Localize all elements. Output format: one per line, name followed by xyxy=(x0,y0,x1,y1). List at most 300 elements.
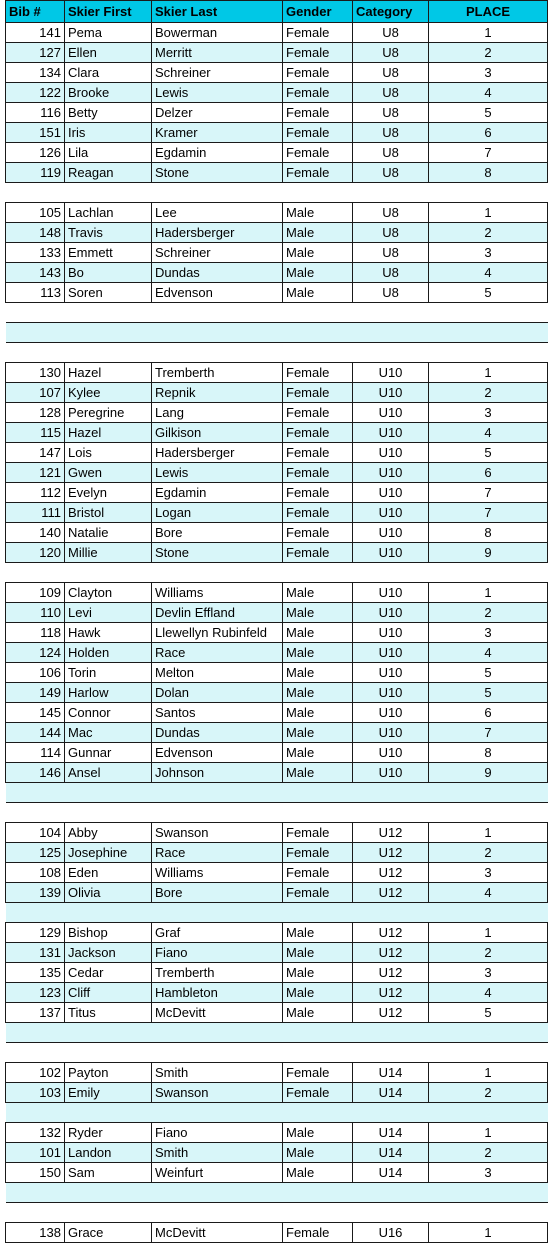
place-cell[interactable]: 2 xyxy=(429,1143,548,1163)
category-cell[interactable]: U16 xyxy=(353,1223,429,1243)
first-name-cell[interactable]: Lila xyxy=(65,143,152,163)
category-cell[interactable]: U8 xyxy=(353,83,429,103)
last-name-cell[interactable]: Weinfurt xyxy=(152,1163,283,1183)
bib-cell[interactable]: 108 xyxy=(6,863,65,883)
place-cell[interactable]: 1 xyxy=(429,363,548,383)
place-cell[interactable]: 8 xyxy=(429,163,548,183)
place-cell[interactable]: 5 xyxy=(429,443,548,463)
last-name-cell[interactable]: Dundas xyxy=(152,723,283,743)
bib-cell[interactable]: 150 xyxy=(6,1163,65,1183)
bib-cell[interactable]: 106 xyxy=(6,663,65,683)
table-row xyxy=(6,43,548,63)
place-cell[interactable]: 1 xyxy=(429,1223,548,1243)
gender-cell[interactable]: Female xyxy=(283,363,353,383)
last-name-cell[interactable]: Repnik xyxy=(152,383,283,403)
category-cell[interactable]: U12 xyxy=(353,983,429,1003)
last-name-cell[interactable]: Edvenson xyxy=(152,283,283,303)
gender-cell[interactable]: Male xyxy=(283,1163,353,1183)
first-name-cell[interactable]: Travis xyxy=(65,223,152,243)
bib-cell[interactable]: 118 xyxy=(6,623,65,643)
category-cell[interactable]: U12 xyxy=(353,883,429,903)
bib-cell[interactable]: 115 xyxy=(6,423,65,443)
bib-cell[interactable]: 134 xyxy=(6,63,65,83)
first-name-cell[interactable]: Hazel xyxy=(65,423,152,443)
spacer-cell xyxy=(429,1043,548,1063)
first-name-cell[interactable]: Lois xyxy=(65,443,152,463)
bib-cell[interactable]: 146 xyxy=(6,763,65,783)
place-cell[interactable]: 4 xyxy=(429,983,548,1003)
category-cell[interactable]: U10 xyxy=(353,763,429,783)
last-name-cell[interactable]: Edvenson xyxy=(152,743,283,763)
gender-cell[interactable]: Female xyxy=(283,443,353,463)
gender-cell[interactable]: Female xyxy=(283,483,353,503)
last-name-cell[interactable]: Dolan xyxy=(152,683,283,703)
first-name-cell[interactable]: Cliff xyxy=(65,983,152,1003)
first-name-cell[interactable]: Holden xyxy=(65,643,152,663)
bib-cell[interactable]: 137 xyxy=(6,1003,65,1023)
first-name-cell[interactable]: Clara xyxy=(65,63,152,83)
category-cell[interactable]: U10 xyxy=(353,623,429,643)
category-cell[interactable]: U10 xyxy=(353,403,429,423)
gender-cell[interactable]: Female xyxy=(283,423,353,443)
place-cell[interactable]: 7 xyxy=(429,723,548,743)
first-name-cell[interactable]: Torin xyxy=(65,663,152,683)
category-cell[interactable]: U8 xyxy=(353,163,429,183)
gender-cell[interactable]: Male xyxy=(283,963,353,983)
first-name-cell[interactable]: Payton xyxy=(65,1063,152,1083)
gender-cell[interactable]: Female xyxy=(283,23,353,43)
last-name-cell[interactable]: Logan xyxy=(152,503,283,523)
gender-cell[interactable]: Female xyxy=(283,383,353,403)
last-name-cell[interactable]: Tremberth xyxy=(152,963,283,983)
last-name-cell[interactable]: Melton xyxy=(152,663,283,683)
place-cell[interactable]: 2 xyxy=(429,43,548,63)
last-name-cell[interactable]: Williams xyxy=(152,583,283,603)
category-cell[interactable]: U10 xyxy=(353,683,429,703)
place-cell[interactable]: 9 xyxy=(429,763,548,783)
first-name-cell[interactable]: Grace xyxy=(65,1223,152,1243)
bib-cell[interactable]: 127 xyxy=(6,43,65,63)
bib-cell[interactable]: 151 xyxy=(6,123,65,143)
category-cell[interactable]: U8 xyxy=(353,243,429,263)
last-name-cell[interactable]: Fiano xyxy=(152,943,283,963)
first-name-cell[interactable]: Hazel xyxy=(65,363,152,383)
bib-cell[interactable]: 116 xyxy=(6,103,65,123)
category-cell[interactable]: U12 xyxy=(353,943,429,963)
bib-cell[interactable]: 125 xyxy=(6,843,65,863)
first-name-cell[interactable]: Gunnar xyxy=(65,743,152,763)
last-name-cell[interactable]: Stone xyxy=(152,543,283,563)
first-name-cell[interactable]: Jackson xyxy=(65,943,152,963)
bib-cell[interactable]: 119 xyxy=(6,163,65,183)
gender-cell[interactable]: Female xyxy=(283,1223,353,1243)
last-name-cell[interactable]: Dundas xyxy=(152,263,283,283)
last-name-cell[interactable]: Hadersberger xyxy=(152,223,283,243)
gender-cell[interactable]: Male xyxy=(283,743,353,763)
gender-cell[interactable]: Male xyxy=(283,643,353,663)
bib-cell[interactable]: 120 xyxy=(6,543,65,563)
category-cell[interactable]: U14 xyxy=(353,1083,429,1103)
category-cell[interactable]: U10 xyxy=(353,423,429,443)
gender-cell[interactable]: Female xyxy=(283,823,353,843)
last-name-cell[interactable]: Schreiner xyxy=(152,243,283,263)
category-cell[interactable]: U10 xyxy=(353,643,429,663)
bib-cell[interactable]: 147 xyxy=(6,443,65,463)
gender-cell[interactable]: Male xyxy=(283,1003,353,1023)
category-cell[interactable]: U12 xyxy=(353,823,429,843)
spacer-row xyxy=(6,1183,548,1203)
gender-cell[interactable]: Female xyxy=(283,843,353,863)
bib-cell[interactable]: 109 xyxy=(6,583,65,603)
last-name-cell[interactable]: Smith xyxy=(152,1143,283,1163)
category-cell[interactable]: U8 xyxy=(353,103,429,123)
first-name-cell[interactable]: Natalie xyxy=(65,523,152,543)
place-cell[interactable]: 8 xyxy=(429,523,548,543)
gender-cell[interactable]: Male xyxy=(283,923,353,943)
gender-cell[interactable]: Male xyxy=(283,943,353,963)
gender-cell[interactable]: Female xyxy=(283,43,353,63)
place-cell[interactable]: 7 xyxy=(429,503,548,523)
last-name-cell[interactable]: Tremberth xyxy=(152,363,283,383)
first-name-cell[interactable]: Abby xyxy=(65,823,152,843)
first-name-cell[interactable]: Emmett xyxy=(65,243,152,263)
place-cell[interactable]: 1 xyxy=(429,1063,548,1083)
last-name-cell[interactable]: Swanson xyxy=(152,823,283,843)
last-name-cell[interactable]: Lang xyxy=(152,403,283,423)
place-cell[interactable]: 4 xyxy=(429,423,548,443)
first-name-cell[interactable]: Sam xyxy=(65,1163,152,1183)
first-name-cell[interactable]: Betty xyxy=(65,103,152,123)
last-name-cell[interactable]: Bowerman xyxy=(152,23,283,43)
last-name-cell[interactable]: Egdamin xyxy=(152,143,283,163)
bib-cell[interactable]: 129 xyxy=(6,923,65,943)
bib-cell[interactable]: 105 xyxy=(6,203,65,223)
last-name-cell[interactable]: Williams xyxy=(152,863,283,883)
place-cell[interactable]: 2 xyxy=(429,943,548,963)
bib-cell[interactable]: 114 xyxy=(6,743,65,763)
place-cell[interactable]: 8 xyxy=(429,743,548,763)
last-name-cell[interactable]: Lewis xyxy=(152,463,283,483)
first-name-cell[interactable]: Josephine xyxy=(65,843,152,863)
last-name-cell[interactable]: Smith xyxy=(152,1063,283,1083)
bib-cell[interactable]: 149 xyxy=(6,683,65,703)
last-name-cell[interactable]: Merritt xyxy=(152,43,283,63)
gender-cell[interactable]: Male xyxy=(283,203,353,223)
category-cell[interactable]: U10 xyxy=(353,383,429,403)
category-cell[interactable]: U14 xyxy=(353,1123,429,1143)
header-gender[interactable]: Gender xyxy=(283,1,353,23)
category-cell[interactable]: U14 xyxy=(353,1163,429,1183)
first-name-cell[interactable]: Iris xyxy=(65,123,152,143)
place-cell[interactable]: 1 xyxy=(429,1123,548,1143)
place-cell[interactable]: 3 xyxy=(429,403,548,423)
header-bib[interactable]: Bib # xyxy=(6,1,65,23)
gender-cell[interactable]: Female xyxy=(283,83,353,103)
category-cell[interactable]: U12 xyxy=(353,1003,429,1023)
gender-cell[interactable]: Male xyxy=(283,1143,353,1163)
place-cell[interactable]: 6 xyxy=(429,703,548,723)
category-cell[interactable]: U10 xyxy=(353,483,429,503)
first-name-cell[interactable]: Evelyn xyxy=(65,483,152,503)
first-name-cell[interactable]: Mac xyxy=(65,723,152,743)
first-name-cell[interactable]: Ellen xyxy=(65,43,152,63)
first-name-cell[interactable]: Ansel xyxy=(65,763,152,783)
bib-cell[interactable]: 121 xyxy=(6,463,65,483)
place-cell[interactable]: 9 xyxy=(429,543,548,563)
last-name-cell[interactable]: McDevitt xyxy=(152,1223,283,1243)
place-cell[interactable]: 2 xyxy=(429,383,548,403)
bib-cell[interactable]: 138 xyxy=(6,1223,65,1243)
bib-cell[interactable]: 145 xyxy=(6,703,65,723)
last-name-cell[interactable]: Bore xyxy=(152,883,283,903)
gender-cell[interactable]: Male xyxy=(283,763,353,783)
category-cell[interactable]: U8 xyxy=(353,123,429,143)
category-cell[interactable]: U8 xyxy=(353,283,429,303)
last-name-cell[interactable]: Devlin Effland xyxy=(152,603,283,623)
last-name-cell[interactable]: Kramer xyxy=(152,123,283,143)
first-name-cell[interactable]: Levi xyxy=(65,603,152,623)
gender-cell[interactable]: Female xyxy=(283,523,353,543)
category-cell[interactable]: U10 xyxy=(353,663,429,683)
bib-cell[interactable]: 111 xyxy=(6,503,65,523)
first-name-cell[interactable]: Connor xyxy=(65,703,152,723)
last-name-cell[interactable]: Schreiner xyxy=(152,63,283,83)
gender-cell[interactable]: Male xyxy=(283,583,353,603)
place-cell[interactable]: 5 xyxy=(429,103,548,123)
category-cell[interactable]: U14 xyxy=(353,1063,429,1083)
header-category[interactable]: Category xyxy=(353,1,429,23)
last-name-cell[interactable]: Fiano xyxy=(152,1123,283,1143)
last-name-cell[interactable]: Johnson xyxy=(152,763,283,783)
place-cell[interactable]: 2 xyxy=(429,1083,548,1103)
place-cell[interactable]: 1 xyxy=(429,823,548,843)
place-cell[interactable]: 3 xyxy=(429,63,548,83)
first-name-cell[interactable]: Ryder xyxy=(65,1123,152,1143)
first-name-cell[interactable]: Millie xyxy=(65,543,152,563)
place-cell[interactable]: 5 xyxy=(429,1003,548,1023)
last-name-cell[interactable]: Santos xyxy=(152,703,283,723)
last-name-cell[interactable]: Delzer xyxy=(152,103,283,123)
place-cell[interactable]: 4 xyxy=(429,883,548,903)
category-cell[interactable]: U10 xyxy=(353,723,429,743)
last-name-cell[interactable]: Swanson xyxy=(152,1083,283,1103)
place-cell[interactable]: 6 xyxy=(429,463,548,483)
category-cell[interactable]: U10 xyxy=(353,443,429,463)
last-name-cell[interactable]: Lee xyxy=(152,203,283,223)
first-name-cell[interactable]: Olivia xyxy=(65,883,152,903)
place-cell[interactable]: 2 xyxy=(429,603,548,623)
first-name-cell[interactable]: Peregrine xyxy=(65,403,152,423)
category-cell[interactable]: U8 xyxy=(353,263,429,283)
bib-cell[interactable]: 107 xyxy=(6,383,65,403)
gender-cell[interactable]: Female xyxy=(283,143,353,163)
gender-cell[interactable]: Male xyxy=(283,663,353,683)
bib-cell[interactable]: 128 xyxy=(6,403,65,423)
table-row xyxy=(6,443,548,463)
bib-cell[interactable]: 126 xyxy=(6,143,65,163)
place-cell[interactable]: 6 xyxy=(429,123,548,143)
gender-cell[interactable]: Male xyxy=(283,263,353,283)
place-cell[interactable]: 4 xyxy=(429,643,548,663)
last-name-cell[interactable]: Hambleton xyxy=(152,983,283,1003)
gender-cell[interactable]: Female xyxy=(283,503,353,523)
first-name-cell[interactable]: Clayton xyxy=(65,583,152,603)
bib-cell[interactable]: 123 xyxy=(6,983,65,1003)
last-name-cell[interactable]: Llewellyn Rubinfeld xyxy=(152,623,283,643)
last-name-cell[interactable]: Egdamin xyxy=(152,483,283,503)
gender-cell[interactable]: Male xyxy=(283,603,353,623)
bib-cell[interactable]: 110 xyxy=(6,603,65,623)
first-name-cell[interactable]: Bo xyxy=(65,263,152,283)
category-cell[interactable]: U10 xyxy=(353,463,429,483)
table-row xyxy=(6,723,548,743)
bib-cell[interactable]: 140 xyxy=(6,523,65,543)
category-cell[interactable]: U12 xyxy=(353,863,429,883)
gender-cell[interactable]: Female xyxy=(283,103,353,123)
bib-cell[interactable]: 144 xyxy=(6,723,65,743)
bib-cell[interactable]: 131 xyxy=(6,943,65,963)
bib-cell[interactable]: 112 xyxy=(6,483,65,503)
place-cell[interactable]: 1 xyxy=(429,583,548,603)
category-cell[interactable]: U8 xyxy=(353,23,429,43)
category-cell[interactable]: U8 xyxy=(353,63,429,83)
gender-cell[interactable]: Male xyxy=(283,703,353,723)
first-name-cell[interactable]: Cedar xyxy=(65,963,152,983)
place-cell[interactable]: 1 xyxy=(429,923,548,943)
category-cell[interactable]: U10 xyxy=(353,703,429,723)
category-cell[interactable]: U10 xyxy=(353,603,429,623)
bib-cell[interactable]: 101 xyxy=(6,1143,65,1163)
bib-cell[interactable]: 135 xyxy=(6,963,65,983)
first-name-cell[interactable]: Soren xyxy=(65,283,152,303)
first-name-cell[interactable]: Emily xyxy=(65,1083,152,1103)
gender-cell[interactable]: Female xyxy=(283,63,353,83)
first-name-cell[interactable]: Lachlan xyxy=(65,203,152,223)
place-cell[interactable]: 1 xyxy=(429,23,548,43)
place-cell[interactable]: 5 xyxy=(429,283,548,303)
gender-cell[interactable]: Female xyxy=(283,543,353,563)
category-cell[interactable]: U12 xyxy=(353,923,429,943)
last-name-cell[interactable]: McDevitt xyxy=(152,1003,283,1023)
bib-cell[interactable]: 139 xyxy=(6,883,65,903)
category-cell[interactable]: U14 xyxy=(353,1143,429,1163)
last-name-cell[interactable]: Hadersberger xyxy=(152,443,283,463)
gender-cell[interactable]: Male xyxy=(283,723,353,743)
first-name-cell[interactable]: Reagan xyxy=(65,163,152,183)
bib-cell[interactable]: 122 xyxy=(6,83,65,103)
gender-cell[interactable]: Female xyxy=(283,1063,353,1083)
first-name-cell[interactable]: Titus xyxy=(65,1003,152,1023)
place-cell[interactable]: 3 xyxy=(429,863,548,883)
place-cell[interactable]: 7 xyxy=(429,143,548,163)
header-place[interactable]: PLACE xyxy=(429,1,548,23)
category-cell[interactable]: U12 xyxy=(353,843,429,863)
place-cell[interactable]: 2 xyxy=(429,843,548,863)
place-cell[interactable]: 2 xyxy=(429,223,548,243)
category-cell[interactable]: U10 xyxy=(353,363,429,383)
first-name-cell[interactable]: Landon xyxy=(65,1143,152,1163)
place-cell[interactable]: 3 xyxy=(429,623,548,643)
last-name-cell[interactable]: Graf xyxy=(152,923,283,943)
gender-cell[interactable]: Male xyxy=(283,683,353,703)
bib-cell[interactable]: 141 xyxy=(6,23,65,43)
bib-cell[interactable]: 103 xyxy=(6,1083,65,1103)
last-name-cell[interactable]: Race xyxy=(152,643,283,663)
first-name-cell[interactable]: Pema xyxy=(65,23,152,43)
category-cell[interactable]: U12 xyxy=(353,963,429,983)
gender-cell[interactable]: Female xyxy=(283,863,353,883)
first-name-cell[interactable]: Brooke xyxy=(65,83,152,103)
last-name-cell[interactable]: Gilkison xyxy=(152,423,283,443)
last-name-cell[interactable]: Bore xyxy=(152,523,283,543)
bib-cell[interactable]: 132 xyxy=(6,1123,65,1143)
first-name-cell[interactable]: Gwen xyxy=(65,463,152,483)
category-cell[interactable]: U10 xyxy=(353,543,429,563)
category-cell[interactable]: U8 xyxy=(353,43,429,63)
gender-cell[interactable]: Male xyxy=(283,283,353,303)
place-cell[interactable]: 4 xyxy=(429,263,548,283)
first-name-cell[interactable]: Kylee xyxy=(65,383,152,403)
category-cell[interactable]: U10 xyxy=(353,743,429,763)
header-last-name[interactable]: Skier Last xyxy=(152,1,283,23)
bib-cell[interactable]: 133 xyxy=(6,243,65,263)
category-cell[interactable]: U8 xyxy=(353,203,429,223)
place-cell[interactable]: 3 xyxy=(429,963,548,983)
place-cell[interactable]: 3 xyxy=(429,1163,548,1183)
gender-cell[interactable]: Female xyxy=(283,403,353,423)
header-first-name[interactable]: Skier First xyxy=(65,1,152,23)
bib-cell[interactable]: 148 xyxy=(6,223,65,243)
category-cell[interactable]: U10 xyxy=(353,583,429,603)
place-cell[interactable]: 5 xyxy=(429,683,548,703)
gender-cell[interactable]: Male xyxy=(283,623,353,643)
first-name-cell[interactable]: Bishop xyxy=(65,923,152,943)
gender-cell[interactable]: Male xyxy=(283,243,353,263)
last-name-cell[interactable]: Race xyxy=(152,843,283,863)
gender-cell[interactable]: Female xyxy=(283,883,353,903)
gender-cell[interactable]: Female xyxy=(283,1083,353,1103)
gender-cell[interactable]: Female xyxy=(283,123,353,143)
bib-cell[interactable]: 143 xyxy=(6,263,65,283)
gender-cell[interactable]: Male xyxy=(283,223,353,243)
place-cell[interactable]: 5 xyxy=(429,663,548,683)
bib-cell[interactable]: 113 xyxy=(6,283,65,303)
first-name-cell[interactable]: Harlow xyxy=(65,683,152,703)
category-cell[interactable]: U10 xyxy=(353,523,429,543)
bib-cell[interactable]: 124 xyxy=(6,643,65,663)
place-cell[interactable]: 7 xyxy=(429,483,548,503)
first-name-cell[interactable]: Hawk xyxy=(65,623,152,643)
category-cell[interactable]: U10 xyxy=(353,503,429,523)
place-cell[interactable]: 4 xyxy=(429,83,548,103)
gender-cell[interactable]: Male xyxy=(283,983,353,1003)
spacer-row xyxy=(6,783,548,803)
place-cell[interactable]: 1 xyxy=(429,203,548,223)
bib-cell[interactable]: 102 xyxy=(6,1063,65,1083)
gender-cell[interactable]: Female xyxy=(283,463,353,483)
last-name-cell[interactable]: Stone xyxy=(152,163,283,183)
category-cell[interactable]: U8 xyxy=(353,223,429,243)
last-name-cell[interactable]: Lewis xyxy=(152,83,283,103)
bib-cell[interactable]: 104 xyxy=(6,823,65,843)
gender-cell[interactable]: Male xyxy=(283,1123,353,1143)
gender-cell[interactable]: Female xyxy=(283,163,353,183)
category-cell[interactable]: U8 xyxy=(353,143,429,163)
first-name-cell[interactable]: Bristol xyxy=(65,503,152,523)
first-name-cell[interactable]: Eden xyxy=(65,863,152,883)
place-cell[interactable]: 3 xyxy=(429,243,548,263)
bib-cell[interactable]: 130 xyxy=(6,363,65,383)
